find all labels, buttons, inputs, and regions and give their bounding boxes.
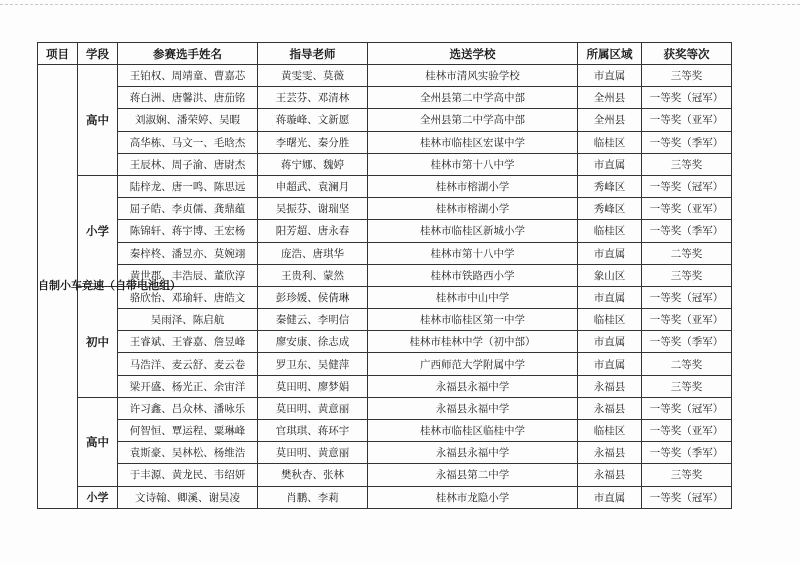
table-row [38,286,732,308]
school-cell: 桂林市第十八中学 [368,242,578,264]
players-cell: 梁开盛、杨光正、余宙洋 [118,375,258,397]
players-cell: 王睿斌、王睿嘉、詹昱峰 [118,331,258,353]
table-row [38,65,732,87]
award-cell: 一等奖（季军） [642,331,732,353]
table-row [38,153,732,175]
table-row [38,198,732,220]
stage-cell-chuzhong [78,286,118,397]
school-cell: 桂林市铁路西小学 [368,264,578,286]
players-cell: 何智恒、覃运程、粟琳峰 [118,420,258,442]
table-row [38,486,732,508]
players-cell: 文诗翰、卿溪、谢昊凌 [118,486,258,508]
players-cell: 陆梓龙、唐一鸣、陈思远 [118,175,258,197]
school-cell: 永福县永福中学 [368,375,578,397]
stage-cell-xiaoxue-2 [78,486,118,508]
header-players: 参赛选手姓名 [118,43,258,65]
table-row [38,464,732,486]
stage-label: 高中 [86,434,109,449]
award-cell: 三等奖 [642,264,732,286]
table-row [38,242,732,264]
school-cell: 桂林市第十八中学 [368,153,578,175]
area-cell: 象山区 [578,264,642,286]
header-area: 所属区域 [578,43,642,65]
school-cell: 桂林市桂林中学（初中部） [368,331,578,353]
award-cell: 三等奖 [642,153,732,175]
players-cell: 屈子皓、李贞儒、龚鼎蕴 [118,198,258,220]
award-cell: 一等奖（亚军） [642,309,732,331]
players-cell: 骆欣怡、邓瑜轩、唐皓文 [118,286,258,308]
school-cell: 桂林市榕湖小学 [368,198,578,220]
header-project: 项目 [38,43,78,65]
school-cell: 桂林市临桂区临桂中学 [368,420,578,442]
players-cell: 许习鑫、吕众林、潘咏乐 [118,397,258,419]
area-cell: 永福县 [578,375,642,397]
area-cell: 市直属 [578,331,642,353]
players-cell: 黄世郡、丰浩辰、董欣淳 [118,264,258,286]
teachers-cell: 蒋璇峰、文新愿 [258,109,368,131]
award-cell: 一等奖（季军） [642,442,732,464]
award-cell: 三等奖 [642,464,732,486]
area-cell: 秀峰区 [578,175,642,197]
award-cell: 一等奖（季军） [642,131,732,153]
school-cell: 桂林市榕湖小学 [368,175,578,197]
stage-label: 小学 [86,223,109,238]
teachers-cell: 李曙光、秦分胜 [258,131,368,153]
award-cell: 一等奖（亚军） [642,109,732,131]
players-cell: 高华栋、马文一、毛晗杰 [118,131,258,153]
players-cell: 秦梓柊、潘昱亦、莫婉翊 [118,242,258,264]
school-cell: 桂林市清风实验学校 [368,65,578,87]
project-cell: 自制小车竞速（自带电池组） [38,65,78,509]
school-cell: 永福县永福中学 [368,397,578,419]
school-cell: 桂林市中山中学 [368,286,578,308]
players-cell: 袁斯豪、吴林松、杨维浩 [118,442,258,464]
award-cell: 一等奖（季军） [642,220,732,242]
stage-cell-gaozhong [78,65,118,176]
table-row [38,420,732,442]
award-cell: 一等奖（冠军） [642,397,732,419]
players-cell: 马浩洋、麦云舒、麦云卷 [118,353,258,375]
teachers-cell: 秦健云、李明信 [258,309,368,331]
header-stage: 学段 [78,43,118,65]
school-cell: 桂林市临桂区新城小学 [368,220,578,242]
area-cell: 市直属 [578,286,642,308]
players-cell: 王辰林、周子渝、唐尉杰 [118,153,258,175]
area-cell: 全州县 [578,87,642,109]
teachers-cell: 王芸芬、邓清林 [258,87,368,109]
area-cell: 永福县 [578,464,642,486]
award-cell: 一等奖（亚军） [642,198,732,220]
table-row [38,353,732,375]
award-cell: 二等奖 [642,242,732,264]
award-cell: 一等奖（冠军） [642,87,732,109]
area-cell: 市直属 [578,486,642,508]
award-table [37,42,732,509]
area-cell: 市直属 [578,353,642,375]
school-cell: 全州县第二中学高中部 [368,87,578,109]
award-cell: 一等奖（冠军） [642,486,732,508]
table-header-row [38,43,732,65]
teachers-cell: 黄雯雯、莫薇 [258,65,368,87]
table-row [38,87,732,109]
stage-label: 初中 [86,334,109,349]
stage-label: 小学 [86,491,109,505]
stage-cell-gaozhong-2 [78,397,118,486]
header-teachers: 指导老师 [258,43,368,65]
award-cell: 三等奖 [642,65,732,87]
school-cell: 全州县第二中学高中部 [368,109,578,131]
teachers-cell: 庞浩、唐琪华 [258,242,368,264]
stage-label: 高中 [86,112,109,127]
teachers-cell: 莫田明、廖梦娟 [258,375,368,397]
area-cell: 临桂区 [578,420,642,442]
teachers-cell: 官琪琪、蒋环宇 [258,420,368,442]
table-row [38,331,732,353]
stage-cell-xiaoxue [78,175,118,286]
teachers-cell: 樊秋杏、张林 [258,464,368,486]
school-cell: 桂林市临桂区宏谋中学 [368,131,578,153]
school-cell: 桂林市龙隐小学 [368,486,578,508]
teachers-cell: 肖鹏、李莉 [258,486,368,508]
table-row [38,175,732,197]
area-cell: 市直属 [578,65,642,87]
table-row [38,109,732,131]
table-row [38,442,732,464]
award-cell: 一等奖（冠军） [642,286,732,308]
school-cell: 永福县第二中学 [368,464,578,486]
teachers-cell: 申超武、袁澜月 [258,175,368,197]
award-cell: 三等奖 [642,375,732,397]
award-cell: 一等奖（冠军） [642,175,732,197]
header-award: 获奖等次 [642,43,732,65]
teachers-cell: 廖安康、徐志成 [258,331,368,353]
players-cell: 陈锦轩、蒋宇博、王宏杨 [118,220,258,242]
page-top-edge [0,4,800,5]
award-cell: 一等奖（亚军） [642,420,732,442]
area-cell: 市直属 [578,242,642,264]
teachers-cell: 吴振芬、谢瑞坚 [258,198,368,220]
table-row [38,397,732,419]
players-cell: 刘淑娴、潘荣婷、吴暇 [118,109,258,131]
area-cell: 永福县 [578,442,642,464]
area-cell: 全州县 [578,109,642,131]
area-cell: 临桂区 [578,220,642,242]
header-school: 选送学校 [368,43,578,65]
teachers-cell: 蒋宁娜、魏婷 [258,153,368,175]
school-cell: 广西师范大学附属中学 [368,353,578,375]
teachers-cell: 王贵利、蒙然 [258,264,368,286]
area-cell: 临桂区 [578,131,642,153]
table-row [38,309,732,331]
table-row [38,375,732,397]
players-cell: 蒋白洲、唐馨洪、唐茄铭 [118,87,258,109]
table-row [38,220,732,242]
teachers-cell: 莫田明、黄意丽 [258,442,368,464]
award-cell: 二等奖 [642,353,732,375]
teachers-cell: 阳芳超、唐永春 [258,220,368,242]
school-cell: 永福县永福中学 [368,442,578,464]
players-cell: 王铂权、周靖童、曹嘉芯 [118,65,258,87]
area-cell: 市直属 [578,153,642,175]
teachers-cell: 彭珍媛、侯倩琳 [258,286,368,308]
area-cell: 临桂区 [578,309,642,331]
area-cell: 永福县 [578,397,642,419]
players-cell: 于丰源、黄龙民、韦绍妍 [118,464,258,486]
school-cell: 桂林市临桂区第一中学 [368,309,578,331]
area-cell: 秀峰区 [578,198,642,220]
teachers-cell: 罗卫东、吴健萍 [258,353,368,375]
teachers-cell: 莫田明、黄意丽 [258,397,368,419]
table-row [38,131,732,153]
players-cell: 吴雨泽、陈启航 [118,309,258,331]
